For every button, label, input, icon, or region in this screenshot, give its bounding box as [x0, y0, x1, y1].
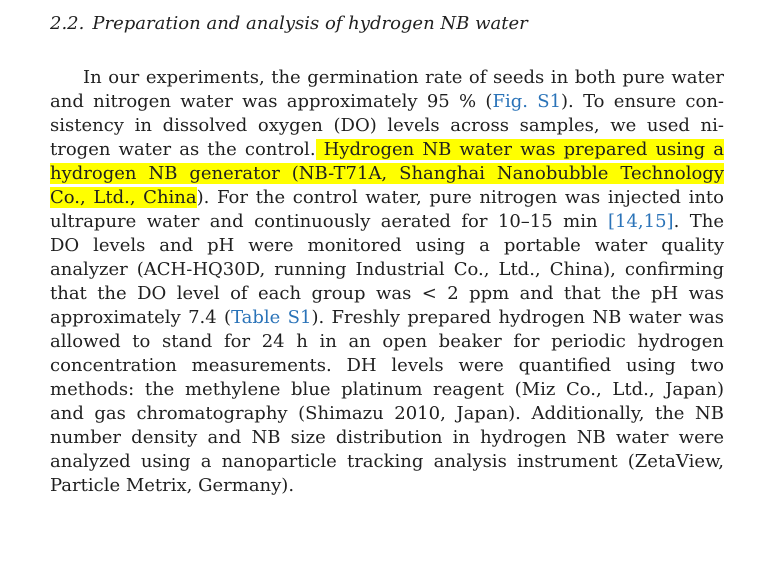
text-run: ). To ensure con- [561, 91, 725, 112]
section-heading [50, 12, 528, 36]
paragraph-line [50, 426, 724, 450]
highlighted-text: Co., Ltd., China [50, 187, 197, 208]
citation-14-15-link[interactable]: [14,15] [608, 211, 674, 232]
paragraph-line [50, 402, 724, 426]
paragraph-line [50, 114, 724, 138]
text-run: trogen water as the control. [50, 139, 316, 160]
text-run: and nitrogen water was approximately 95 % ( [50, 91, 493, 112]
paragraph-line [50, 258, 724, 282]
paragraph-line [50, 354, 724, 378]
text-run: and gas chromatography (Shimazu 2010, Japan). Additionally, the NB [50, 403, 724, 424]
paragraph-line [50, 210, 724, 234]
highlighted-text: Hydrogen NB water was prepared using a [315, 139, 724, 160]
highlighted-text: hydrogen NB generator (NB-T71A, Shanghai Nanobubble Technology [50, 163, 724, 184]
text-run: approximately 7.4 ( [50, 307, 232, 328]
text-run: DO levels and pH were monitored using a portable water quality [50, 235, 724, 256]
text-run: allowed to stand for 24 h in an open beaker for periodic hydrogen [50, 331, 724, 352]
paragraph-line [50, 474, 724, 498]
paragraph-line [50, 306, 724, 330]
text-run: Particle Metrix, Germany). [50, 475, 295, 496]
text-run: ). Freshly prepared hydrogen NB water was [311, 307, 724, 328]
paragraph-line [50, 234, 724, 258]
text-run: number density and NB size distribution in hydrogen NB water were [50, 427, 724, 448]
text-run: . The [673, 211, 724, 232]
text-run: In our experiments, the germination rate of seeds in both pure water [83, 67, 724, 88]
paragraph-line [50, 330, 724, 354]
table-s1-link[interactable]: Table S1 [231, 307, 312, 328]
text-run: methods: the methylene blue platinum reagent (Miz Co., Ltd., Japan) [50, 379, 724, 400]
text-run: sistency in dissolved oxygen (DO) levels across samples, we used ni- [50, 115, 724, 136]
section-title: Preparation and analysis of hydrogen NB water [92, 13, 528, 34]
text-run: ). For the control water, pure nitrogen was injected into [196, 187, 725, 208]
text-run: analyzer (ACH-HQ30D, running Industrial Co., Ltd., China), confirming [50, 259, 724, 280]
text-run: ultrapure water and continuously aerated for 10–15 min [50, 211, 608, 232]
paragraph-line [50, 66, 724, 90]
paragraph-line [50, 138, 724, 162]
section-number: 2.2. [50, 13, 85, 34]
fig-s1-link[interactable]: Fig. S1 [492, 91, 562, 112]
text-run: analyzed using a nanoparticle tracking analysis instrument (ZetaView, [50, 451, 724, 472]
paragraph-line [50, 378, 724, 402]
text-run: concentration measurements. DH levels were quantified using two [50, 355, 724, 376]
body-paragraph [50, 66, 724, 498]
paragraph-line [50, 186, 724, 210]
paragraph-line [50, 282, 724, 306]
paragraph-line [50, 162, 724, 186]
paragraph-line [50, 450, 724, 474]
paragraph-line [50, 90, 724, 114]
text-run: that the DO level of each group was < 2 ppm and that the pH was [50, 283, 724, 304]
